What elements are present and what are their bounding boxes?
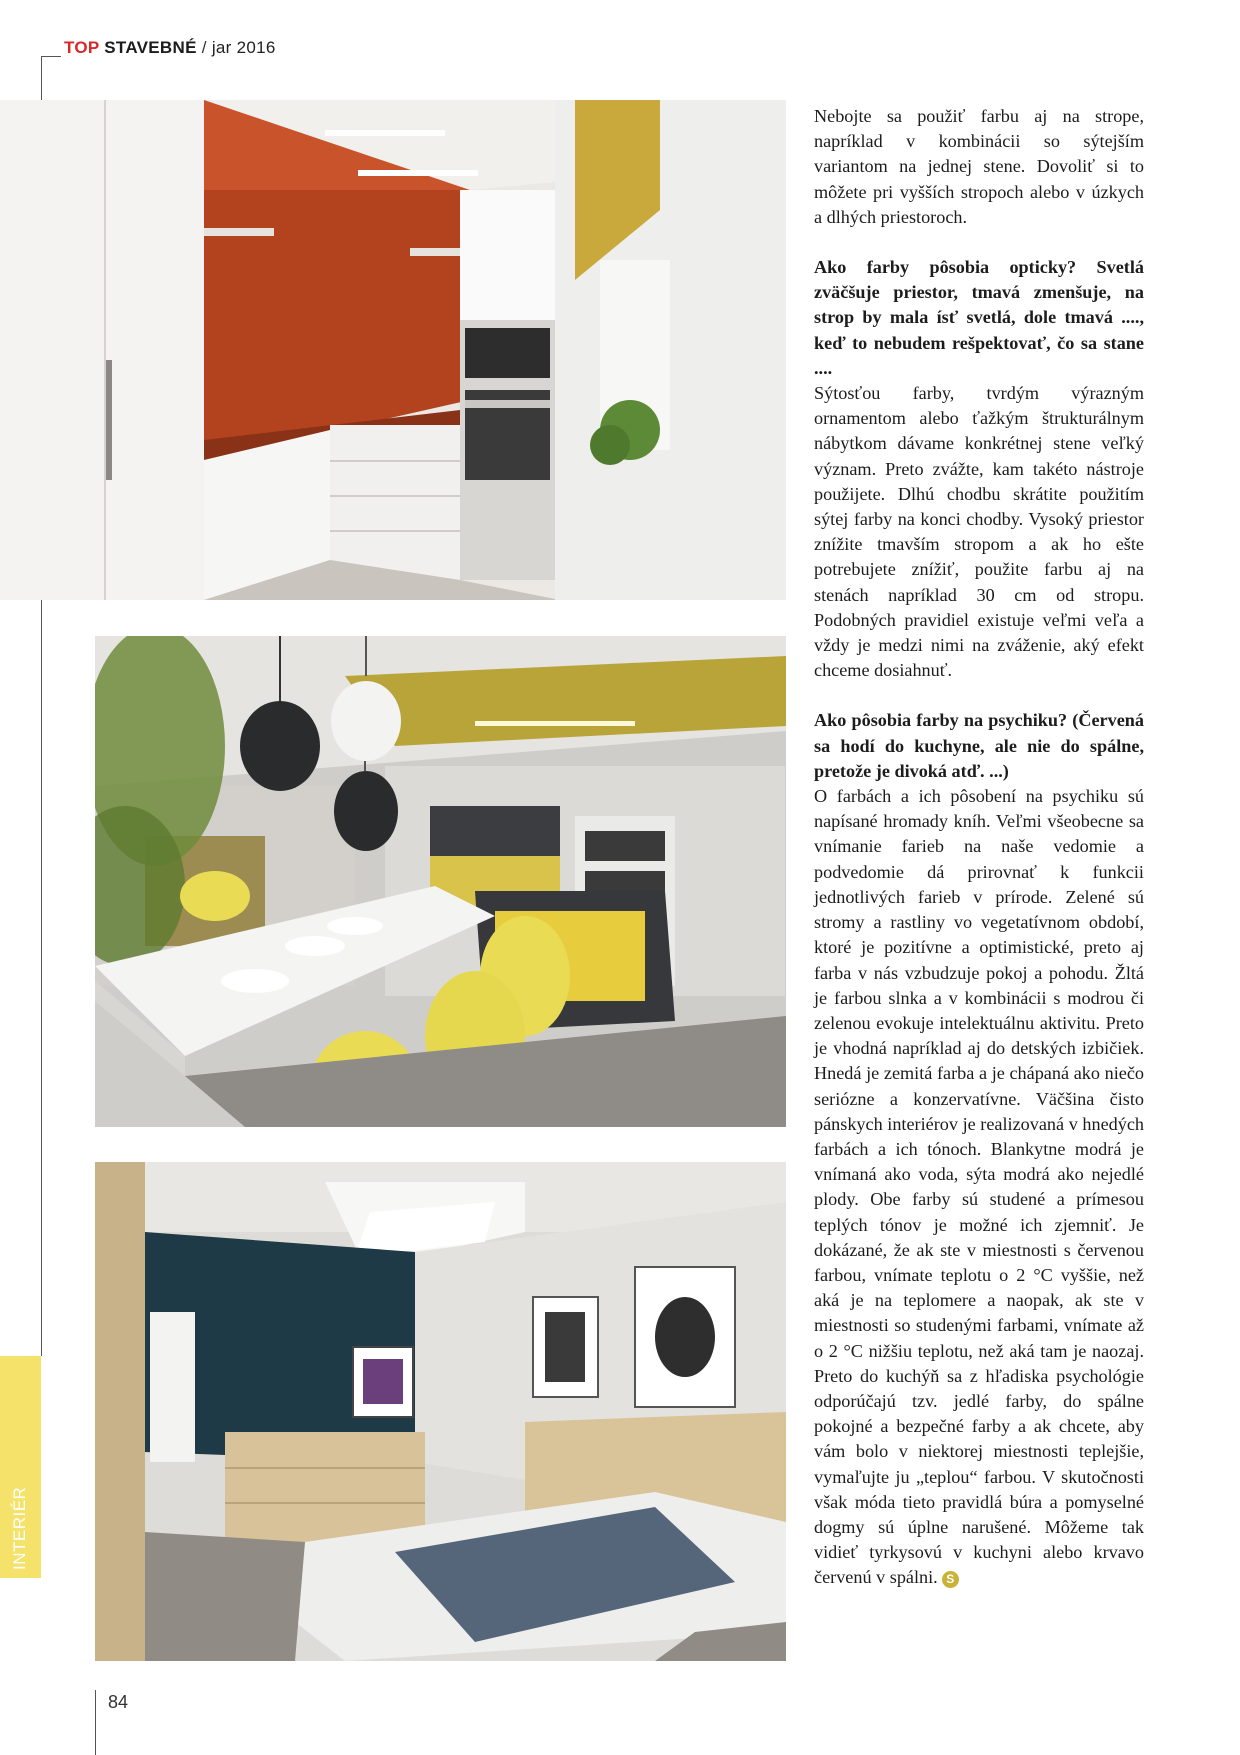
section-tab-label: INTERIÉR	[10, 1486, 29, 1570]
section-tab	[0, 1356, 41, 1578]
paragraph-3: O farbách a ich pôsobení na psychiku sú napísané hromady kníh. Veľmi všeobecne sa vnímanie farieb na naše vedomie a podvedomie dá prirovnať k funkcii jednotlivých farieb v prírode. Zelené sú stromy a rastliny vo vegetatívnom období, ktoré je pozitívne a optimistické, preto aj farba v nás vzbudzuje pokoj a pohodu. Žltá je farbou slnka a v kombinácii s modrou či zelenou evokuje intelektuálnu aktivitu. Preto je vhodná napríklad aj do detských izbičiek. Hnedá je zemitá farba a je chápaná ako niečo seriózne a konzervatívne. Väčšina čisto pánskych interiérov je realizovaná v hnedých farbách a ich tónoch. Blankytne modrá je vnímaná ako voda, sýta modrá ako nejedlé plody. Obe farby sú studené a prímesou teplých tónov je možné ich zjemniť. Je dokázané, že ak ste v miestnosti s červenou farbou, vnímate teplotu o 2 °C vyššie, než aká je na teplomere a naopak, ak ste v miestnosti so studenými farbami, vnímate až o 2 °C nižšiu teplotu, než aká tam je naozaj. Preto do kuchýň sa z hľadiska psychológie odporúčajú tzv. jedlé farby, do spálne pokojné a bezpečné farby a ak chcete, aby vám bolo v niektorej miestnosti teplejšie, vymaľujte ju „teplou“ farbou. V skutočnosti však móda tieto pravidlá búra a pomyselné dogmy sú úplne narušené. Môžeme tak vidieť tyrkysovú v kuchyni alebo krvavo červenú v spálni.	[814, 786, 1144, 1588]
subheading-optical-text: Ako farby pôsobia opticky? Svetlá zväčšuje priestor, tmavá zmenšuje, na strop by mala ísť svetlá, dole tmavá ...., keď to nebudem rešpektovať, čo sa stane ....	[814, 257, 1144, 378]
dining-kitchen-yellow-photo	[95, 636, 786, 1127]
bedroom-navy-photo	[95, 1162, 786, 1661]
running-header	[64, 38, 276, 64]
paragraph-2: Sýtosťou farby, tvrdým výrazným ornamentom alebo ťažkým štrukturálnym nábytkom dávame konkrétnej stene veľký význam. Preto zvážte, kam takéto nástroje použijete. Dlhú chodbu skrátite použitím sýtej farby na konci chodby. Vysoký priestor znížite tmavším stropom a ak ho ešte potrebujete znížiť, použite farbu aj na stenách napríklad 30 cm od stropu. Podobných pravidiel existuje veľmi veľa a vždy je medzi nimi na zváženie, aký efekt chceme dosiahnuť.	[814, 383, 1144, 681]
paragraph-3-wrap	[814, 784, 1144, 1591]
end-mark-icon: S	[942, 1571, 959, 1588]
article-column	[814, 104, 1144, 1591]
header-separator: /	[201, 38, 207, 57]
kitchen-red-photo	[0, 100, 786, 600]
header-rule	[41, 56, 61, 57]
subheading-psychology-text: Ako pôsobia farby na psychiku? (Červená sa hodí do kuchyne, ale nie do spálne, pretože je divoká atď. ...)	[814, 710, 1144, 781]
page-number: 84	[108, 1692, 129, 1712]
subheading-optical	[814, 255, 1144, 381]
footer-rule	[95, 1690, 96, 1755]
issue-label: jar 2016	[211, 38, 276, 57]
subheading-psychology	[814, 708, 1144, 784]
magazine-title: STAVEBNÉ	[104, 38, 197, 57]
magazine-brand: TOP	[64, 38, 100, 57]
paragraph-1: Nebojte sa použiť farbu aj na strope, napríklad v kombinácii so sýtejším variantom na jednej stene. Dovoliť si to môžete pri vyšších stropoch alebo v úzkych a dlhých priestoroch.	[814, 106, 1144, 227]
